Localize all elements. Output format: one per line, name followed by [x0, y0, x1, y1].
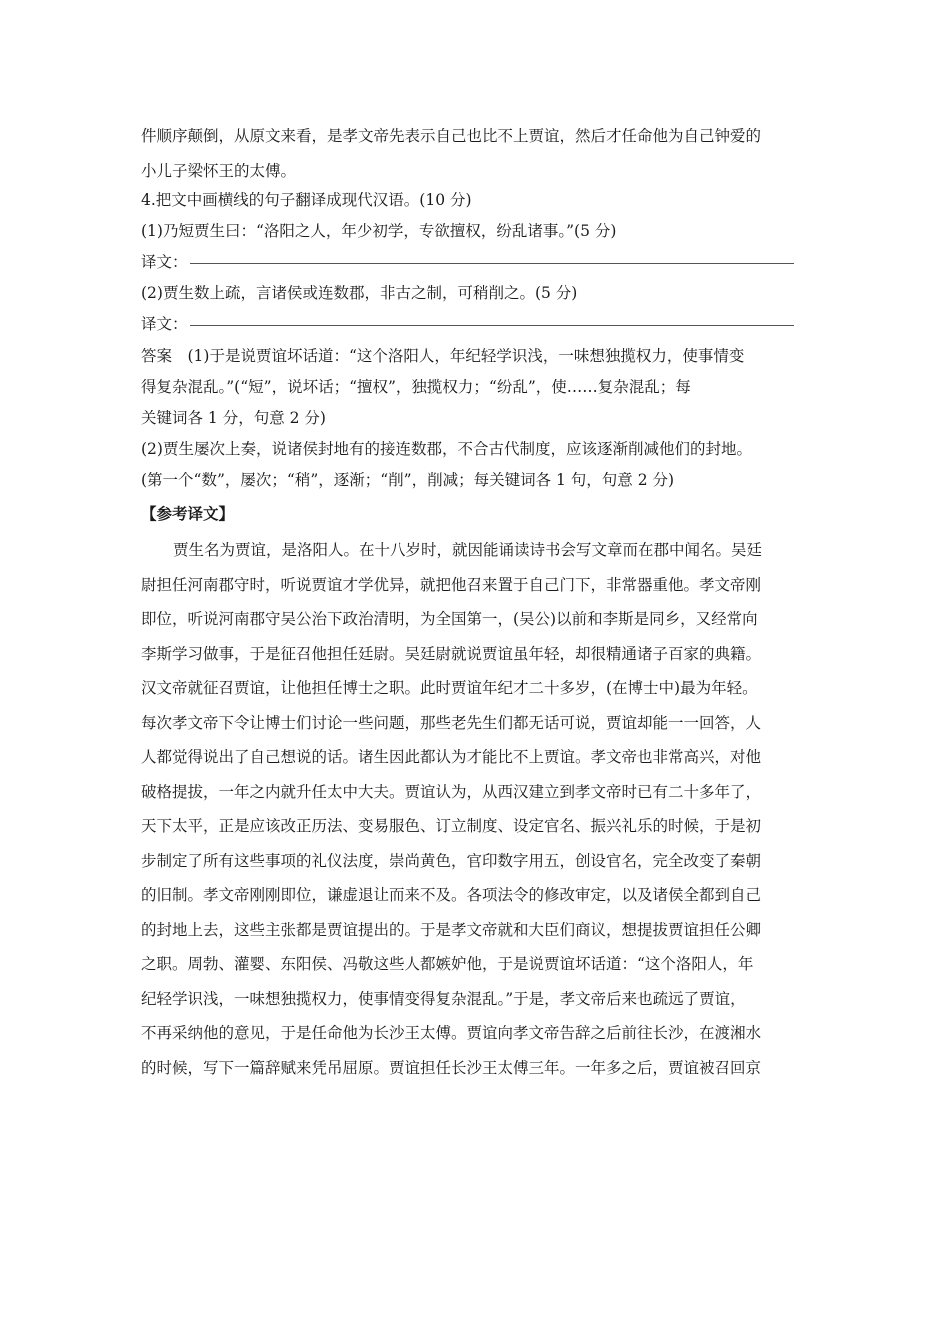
translation-line: 每次孝文帝下令让博士们讨论一些问题，那些老先生们都无话可说，贾谊却能一一回答，人 [141, 713, 762, 732]
answer-line-2 [141, 309, 811, 340]
translation-line: 的旧制。孝文帝刚刚即位，谦虚退让而来不及。各项法令的修改审定，以及诸侯全都到自己 [141, 886, 762, 904]
translation-line: 的时候，写下一篇辞赋来凭吊屈原。贾谊担任长沙王太傅三年。一年多之后，贾谊被召回京 [141, 1058, 762, 1077]
translation-line: 纪轻学识浅，一味想独揽权力，使事情变得复杂混乱。”于是，孝文帝后来也疏远了贾谊， [141, 989, 746, 1008]
translation-line: 尉担任河南郡守时，听说贾谊才学优异，就把他召来置于自己门下，非常器重他。孝文帝刚 [141, 575, 762, 594]
answer-text-line: (2)贾生屡次上奏，说诸侯封地有的接连数郡，不合古代制度，应该逐渐削减他们的封地。 [141, 440, 752, 458]
intro-line: 小儿子梁怀王的太傅。 [141, 161, 297, 180]
question-section [141, 185, 811, 340]
answer-section [141, 341, 811, 496]
answer-text-line: 答案 (1)于是说贾谊坏话道：“这个洛阳人，年纪轻学识浅，一味想独揽权力，使事情变 [141, 347, 745, 365]
question-item-2: (2)贾生数上疏，言诸侯或连数郡，非古之制，可稍削之。(5 分) [141, 284, 578, 302]
translation-line: 李斯学习做事，于是征召他担任廷尉。吴廷尉就说贾谊虽年轻，却很精通诸子百家的典籍。 [141, 644, 762, 663]
blank-answer-line [190, 262, 794, 264]
answer-text-line: 得复杂混乱。”(“短”，说坏话；“擅权”，独揽权力；“纷乱”，使……复杂混乱；每 [141, 378, 691, 396]
translation-line: 贾生名为贾谊，是洛阳人。在十八岁时，就因能诵读诗书会写文章而在郡中闻名。吴廷 [173, 541, 763, 559]
translation-line: 破格提拔，一年之内就升任太中大夫。贾谊认为，从西汉建立到孝文帝时已有二十多年了， [141, 782, 762, 801]
translation-line: 汉文帝就征召贾谊，让他担任博士之职。此时贾谊年纪才二十多岁，(在博士中)最为年轻。 [141, 679, 758, 697]
answer-label: 译文： [141, 253, 188, 271]
translation-line: 步制定了所有这些事项的礼仪法度，崇尚黄色，官印数字用五，创设官名，完全改变了秦朝 [141, 851, 762, 870]
reference-heading-block [141, 499, 811, 529]
answer-line-1 [141, 247, 811, 278]
answer-label: 译文： [141, 315, 188, 333]
answer-text-line: 关键词各 1 分，句意 2 分) [141, 409, 326, 427]
intro-line: 件顺序颠倒，从原文来看，是孝文帝先表示自己也比不上贾谊，然后才任命他为自己钟爱的 [141, 127, 762, 145]
translation-line: 的封地上去，这些主张都是贾谊提出的。于是孝文帝就和大臣们商议，想提拔贾谊担任公卿 [141, 920, 762, 939]
reference-heading: 【参考译文】 [141, 504, 235, 523]
question-item-1: (1)乃短贾生曰：“洛阳之人，年少初学，专欲擅权，纷乱诸事。”(5 分) [141, 222, 617, 240]
reference-translation [141, 533, 811, 1085]
translation-line: 之职。周勃、灌婴、东阳侯、冯敬这些人都嫉妒他，于是说贾谊坏话道：“这个洛阳人，年 [141, 955, 754, 973]
intro-paragraph [141, 119, 811, 188]
translation-line: 即位，听说河南郡守吴公治下政治清明，为全国第一，(吴公)以前和李斯是同乡，又经常向 [141, 610, 758, 628]
translation-line: 不再采纳他的意见，于是任命他为长沙王太傅。贾谊向孝文帝告辞之后前往长沙，在渡湘水 [141, 1024, 762, 1042]
translation-line: 天下太平，正是应该改正历法、变易服色、订立制度、设定官名、振兴礼乐的时候，于是初 [141, 817, 762, 835]
question-title: 4.把文中画横线的句子翻译成现代汉语。(10 分) [141, 191, 472, 209]
blank-answer-line [190, 324, 794, 326]
translation-line: 人都觉得说出了自己想说的话。诸生因此都认为才能比不上贾谊。孝文帝也非常高兴，对他 [141, 748, 762, 766]
answer-text-line: (第一个“数”，屡次；“稍”，逐渐；“削”，削减；每关键词各 1 句，句意 2 分) [141, 471, 675, 489]
